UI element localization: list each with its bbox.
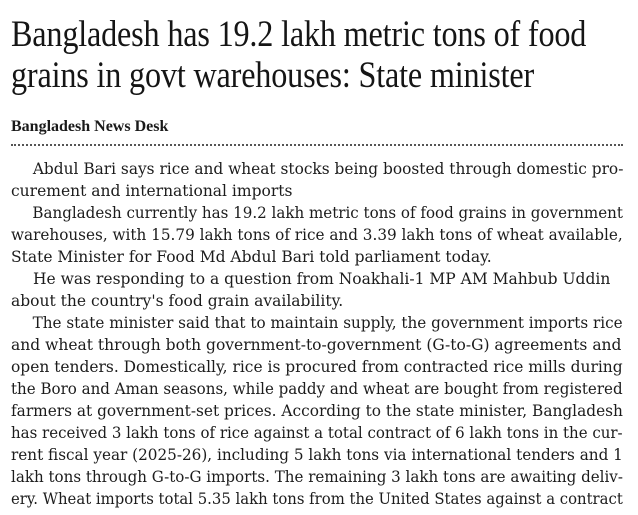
- body-line: curement and international imports: [11, 182, 293, 200]
- body-line: He was responding to a question from Noakhali-1 MP AM Mahbub Uddin: [33, 270, 611, 288]
- headline: [11, 14, 629, 96]
- byline: Bangladesh News Desk: [11, 118, 169, 135]
- body-line: lakh tons through G-to-G imports. The remaining 3 lakh tons are awaiting deliv-: [11, 468, 623, 486]
- body-line: the Boro and Aman seasons, while paddy and wheat are bought from registered: [11, 380, 623, 398]
- dotted-divider: [11, 144, 623, 146]
- headline-line-2: grains in govt warehouses: State minister: [11, 55, 535, 96]
- body-line: and wheat through both government-to-government (G-to-G) agreements and: [11, 336, 622, 354]
- body-line: open tenders. Domestically, rice is procured from contracted rice mills during: [11, 358, 623, 376]
- body-line: ery. Wheat imports total 5.35 lakh tons from the United States against a contract: [11, 490, 623, 508]
- body-line: Abdul Bari says rice and wheat stocks being boosted through domestic pro-: [32, 160, 624, 178]
- body-line: warehouses, with 15.79 lakh tons of rice and 3.39 lakh tons of wheat available,: [11, 226, 623, 244]
- body-line: State Minister for Food Md Abdul Bari told parliament today.: [11, 248, 492, 266]
- news-article: [11, 14, 629, 508]
- article-body: [11, 158, 623, 510]
- body-line: Bangladesh currently has 19.2 lakh metric tons of food grains in government: [32, 204, 623, 222]
- body-line: farmers at government-set prices. According to the state minister, Bangladesh: [11, 402, 623, 420]
- body-line: rent fiscal year (2025-26), including 5 lakh tons via international tenders and 1: [11, 446, 623, 464]
- body-line: about the country's food grain availability.: [11, 292, 344, 310]
- headline-line-1: Bangladesh has 19.2 lakh metric tons of food: [11, 14, 587, 55]
- body-line: The state minister said that to maintain supply, the government imports rice: [32, 314, 623, 332]
- body-line: has received 3 lakh tons of rice against a total contract of 6 lakh tons in the cur-: [11, 424, 623, 442]
